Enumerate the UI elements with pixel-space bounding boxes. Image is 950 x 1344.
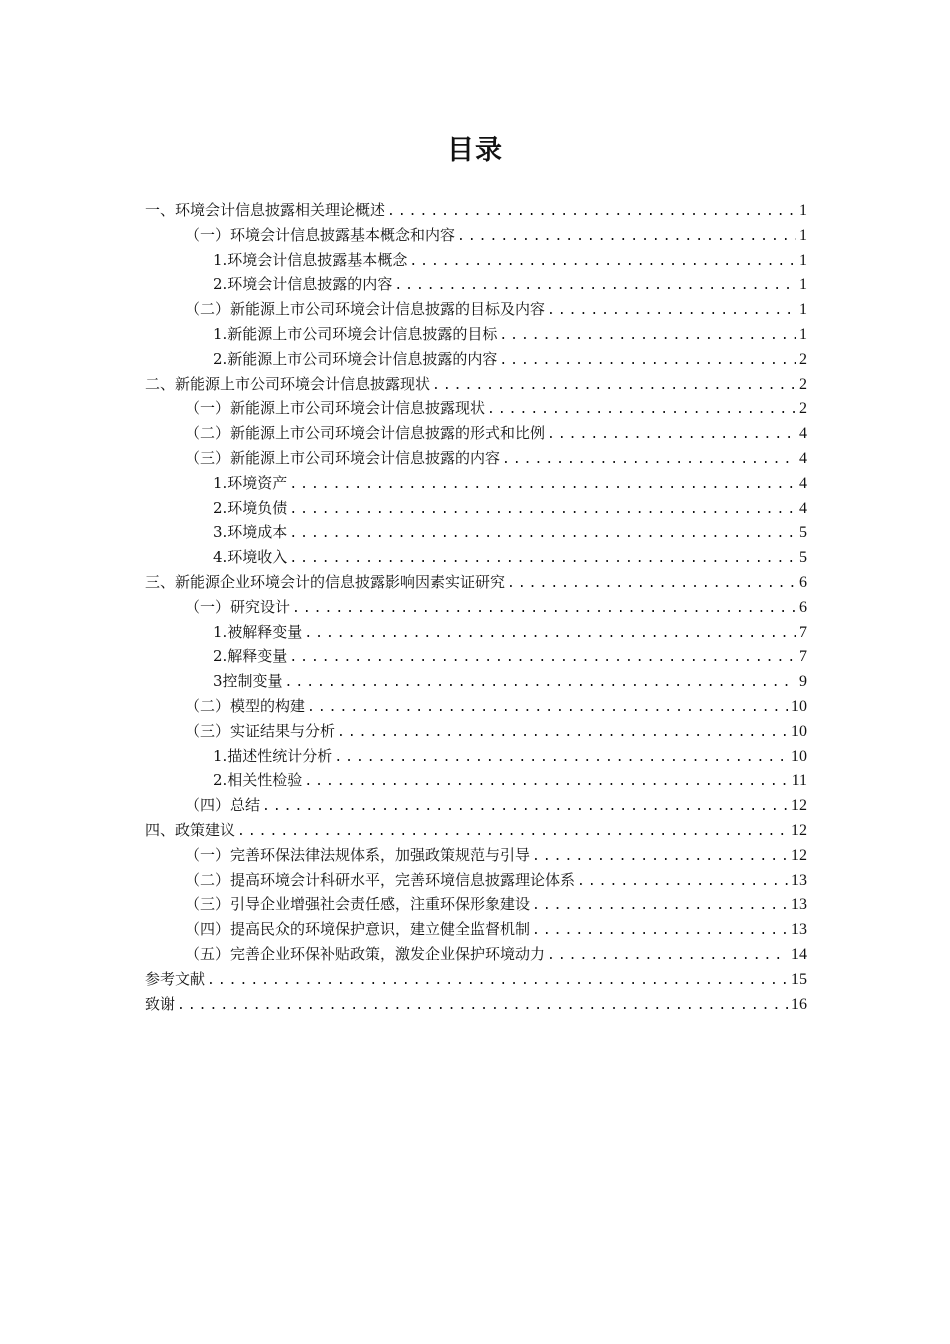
toc-leader-dots — [304, 770, 788, 795]
toc-leader-dots — [499, 349, 796, 374]
toc-entry-text: （二）模型的构建 — [185, 696, 306, 715]
toc-entry-text: （五）完善企业环保补贴政策，激发企业保护环境动力 — [185, 944, 546, 963]
toc-entry — [145, 248, 807, 273]
toc-entry-page-number: 12 — [791, 821, 807, 839]
toc-entry-text: 三、新能源企业环境会计的信息披露影响因素实证研究 — [145, 572, 506, 591]
toc-leader-dots — [577, 870, 788, 895]
toc-entry — [145, 992, 807, 1017]
toc-entry-text: （二）新能源上市公司环境会计信息披露的目标及内容 — [185, 300, 546, 319]
toc-entry — [145, 719, 807, 744]
toc-entry-text: 1.环境资产 — [213, 473, 288, 492]
toc-leader-dots — [285, 671, 796, 696]
toc-entry — [145, 520, 807, 545]
toc-entry-text: （四）提高民众的环境保护意识，建立健全监督机制 — [185, 920, 531, 939]
toc-entry-text: （一）环境会计信息披露基本概念和内容 — [185, 225, 456, 244]
toc-entry-page-number: 1 — [799, 202, 807, 219]
toc-entry — [145, 396, 807, 421]
toc-leader-dots — [532, 845, 788, 870]
toc-entry — [145, 793, 807, 818]
toc-entry-text: （一）研究设计 — [185, 597, 291, 616]
toc-entry-page-number: 1 — [799, 226, 807, 244]
toc-leader-dots — [387, 200, 796, 225]
toc-entry — [145, 892, 807, 917]
toc-entry-page-number: 11 — [791, 772, 807, 790]
toc-entry — [145, 644, 807, 669]
toc-entry-page-number: 15 — [791, 970, 807, 988]
toc-leader-dots — [307, 696, 788, 721]
toc-entry — [145, 669, 807, 694]
toc-entry-page-number: 12 — [791, 846, 807, 864]
toc-entry-text: 参考文献 — [145, 969, 206, 988]
toc-entry-page-number: 13 — [791, 896, 807, 914]
toc-entry-page-number: 7 — [799, 648, 807, 666]
toc-entry-page-number: 2 — [799, 400, 807, 418]
toc-entry-page-number: 10 — [791, 697, 807, 715]
toc-leader-dots — [409, 250, 796, 275]
toc-entry-page-number: 2 — [799, 375, 807, 393]
toc-entry-text: （二）新能源上市公司环境会计信息披露的形式和比例 — [185, 424, 546, 443]
toc-leader-dots — [207, 969, 788, 994]
toc-entry-page-number: 13 — [791, 871, 807, 889]
toc-leader-dots — [502, 448, 796, 473]
toc-leader-dots — [289, 473, 796, 498]
toc-entry-page-number: 1 — [799, 276, 807, 294]
toc-entry-text: 一、环境会计信息披露相关理论概述 — [145, 201, 386, 219]
toc-leader-dots — [432, 374, 796, 399]
toc-entry — [145, 843, 807, 868]
toc-title: 目录 — [447, 135, 503, 166]
toc-entry — [145, 372, 807, 397]
toc-entry-page-number: 4 — [799, 474, 807, 492]
toc-entry-text: （四）总结 — [185, 796, 261, 815]
toc-entry-text: （三）引导企业增强社会责任感，注重环保形象建设 — [185, 895, 531, 914]
toc-leader-dots — [334, 746, 788, 771]
toc-entry — [145, 198, 807, 223]
toc-entry-text: 1.新能源上市公司环境会计信息披露的目标 — [213, 324, 498, 343]
toc-entry-page-number: 4 — [799, 425, 807, 443]
toc-leader-dots — [547, 944, 788, 969]
toc-entry — [145, 942, 807, 967]
toc-entry-text: （三）新能源上市公司环境会计信息披露的内容 — [185, 448, 501, 467]
toc-entry-page-number: 12 — [791, 797, 807, 815]
toc-entry-page-number: 2 — [799, 350, 807, 368]
toc-entry — [145, 272, 807, 297]
toc-entry — [145, 818, 807, 843]
toc-entry — [145, 347, 807, 372]
toc-leader-dots — [177, 994, 788, 1019]
toc-entry-text: 3控制变量 — [213, 672, 283, 691]
toc-entry-text: 2.相关性检验 — [213, 771, 303, 790]
toc-entry-text: 致谢 — [145, 994, 176, 1013]
toc-entry — [145, 446, 807, 471]
toc-entry-text: （三）实证结果与分析 — [185, 721, 336, 740]
toc-entry-page-number: 13 — [791, 921, 807, 939]
toc-entry-text: 2.新能源上市公司环境会计信息披露的内容 — [213, 349, 498, 368]
toc-entry — [145, 471, 807, 496]
toc-entry — [145, 545, 807, 570]
toc-leader-dots — [337, 721, 788, 746]
toc-entry — [145, 297, 807, 322]
toc-entry — [145, 595, 807, 620]
toc-entry — [145, 322, 807, 347]
toc-entry-text: （一）新能源上市公司环境会计信息披露现状 — [185, 399, 486, 418]
toc-entry — [145, 917, 807, 942]
toc-entry-page-number: 4 — [799, 449, 807, 467]
toc-entry-page-number: 10 — [791, 722, 807, 740]
toc-entry-text: 四、政策建议 — [145, 820, 236, 839]
toc-leader-dots — [394, 274, 796, 299]
toc-leader-dots — [304, 622, 796, 647]
toc-leader-dots — [547, 423, 796, 448]
toc-leader-dots — [487, 398, 796, 423]
toc-entry-text: （一）完善环保法律法规体系，加强政策规范与引导 — [185, 845, 531, 864]
toc-leader-dots — [499, 324, 796, 349]
toc-leader-dots — [547, 299, 796, 324]
toc-entry-page-number: 14 — [791, 945, 807, 963]
toc-entry-page-number: 5 — [799, 524, 807, 542]
toc-entry-text: 4.环境收入 — [213, 548, 288, 567]
toc-entry — [145, 223, 807, 248]
toc-leader-dots — [289, 522, 796, 547]
toc-entry-page-number: 1 — [799, 301, 807, 319]
toc-entry — [145, 868, 807, 893]
toc-entry-page-number: 6 — [799, 573, 807, 591]
toc-entry-page-number: 16 — [791, 995, 807, 1013]
toc-entry-page-number: 10 — [791, 747, 807, 765]
toc-leader-dots — [289, 547, 796, 572]
toc-entry — [145, 744, 807, 769]
toc-entry — [145, 570, 807, 595]
toc-entry-text: 1.环境会计信息披露基本概念 — [213, 250, 408, 269]
toc-entry — [145, 768, 807, 793]
toc-leader-dots — [532, 894, 788, 919]
toc-entry-text: 2.解释变量 — [213, 647, 288, 666]
toc-entry — [145, 694, 807, 719]
toc-leader-dots — [457, 225, 796, 250]
toc-entry-text: （二）提高环境会计科研水平，完善环境信息披露理论体系 — [185, 870, 576, 889]
toc-leader-dots — [289, 498, 796, 523]
toc-entry-page-number: 1 — [799, 325, 807, 343]
toc-leader-dots — [262, 795, 788, 820]
toc-entry-page-number: 7 — [799, 623, 807, 641]
toc-list — [145, 198, 807, 1016]
toc-entry-text: 1.描述性统计分析 — [213, 746, 333, 765]
toc-entry-page-number: 6 — [799, 598, 807, 616]
toc-leader-dots — [532, 919, 788, 944]
toc-entry-page-number: 9 — [799, 673, 807, 691]
toc-leader-dots — [292, 597, 796, 622]
toc-entry-text: 3.环境成本 — [213, 523, 288, 542]
toc-leader-dots — [237, 820, 788, 845]
toc-entry — [145, 620, 807, 645]
toc-leader-dots — [289, 646, 796, 671]
toc-leader-dots — [507, 572, 796, 597]
toc-entry-page-number: 5 — [799, 549, 807, 567]
toc-entry-text: 1.被解释变量 — [213, 622, 303, 641]
toc-entry — [145, 496, 807, 521]
toc-entry — [145, 421, 807, 446]
toc-entry-text: 2.环境会计信息披露的内容 — [213, 275, 393, 294]
toc-entry — [145, 967, 807, 992]
toc-entry-text: 2.环境负债 — [213, 498, 288, 517]
toc-entry-page-number: 1 — [799, 251, 807, 269]
toc-entry-page-number: 4 — [799, 499, 807, 517]
toc-entry-text: 二、新能源上市公司环境会计信息披露现状 — [145, 374, 431, 393]
